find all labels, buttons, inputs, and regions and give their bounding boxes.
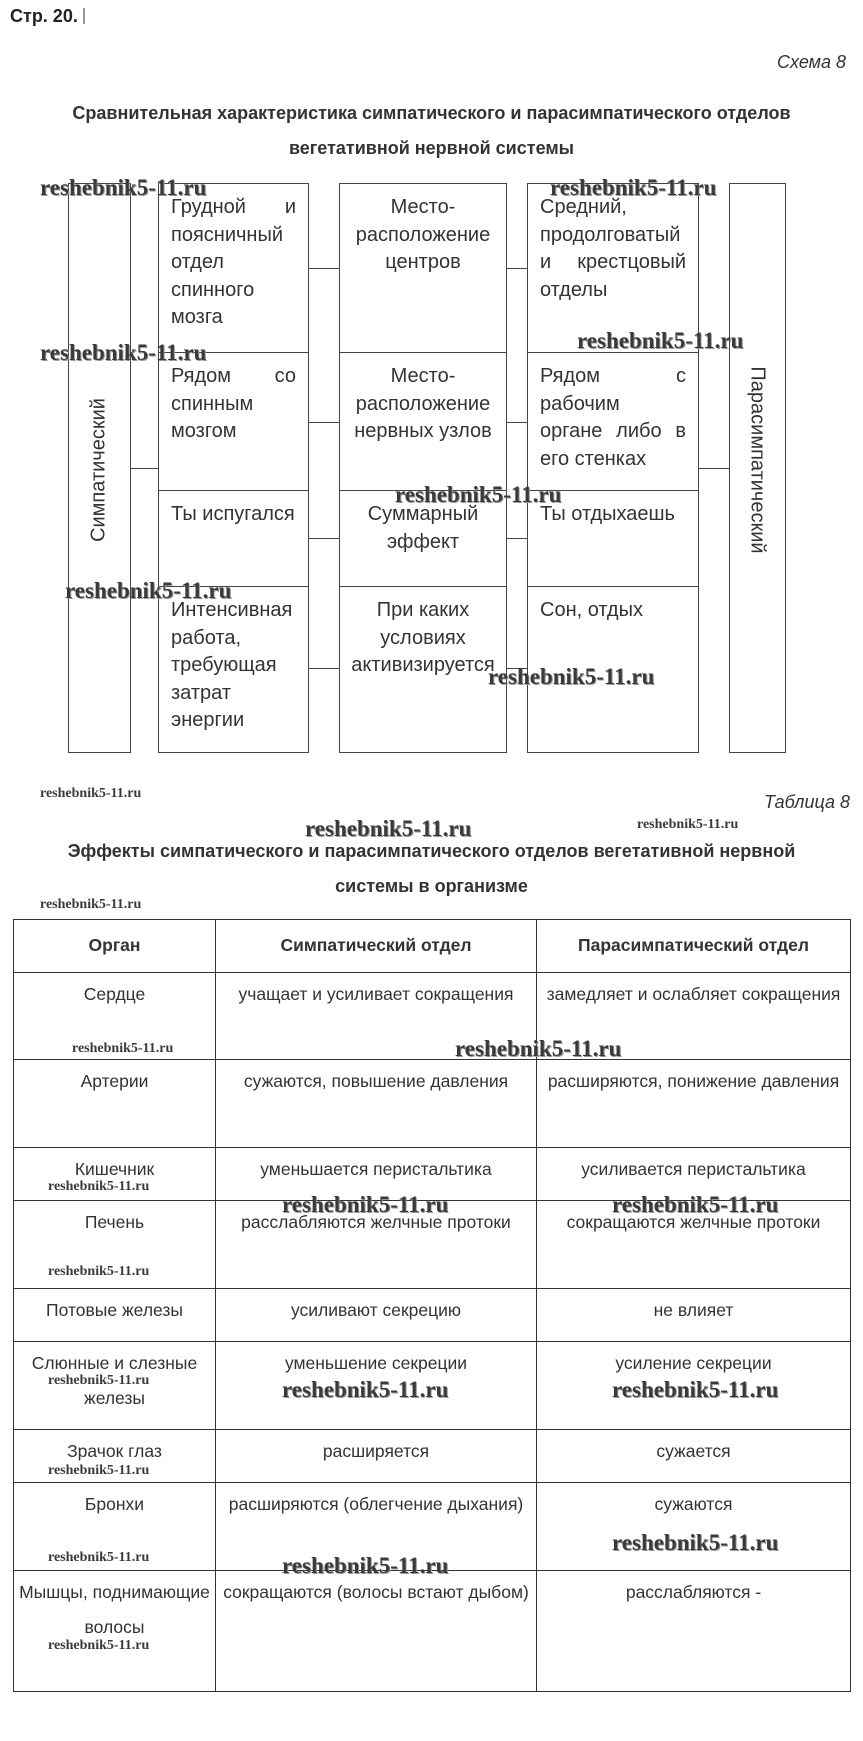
column-header-organ: Орган (14, 920, 216, 973)
table-title-line-2: системы в организме (335, 876, 528, 896)
parasympathetic-cell: расслабляются - (537, 1571, 851, 1692)
scheme-row-1-parasympathetic: Средний, продолговатый и крестцовый отделы (527, 183, 699, 353)
watermark: reshebnik5-11.ru (282, 1377, 449, 1402)
connector (507, 268, 527, 269)
connector (507, 538, 527, 539)
sympathetic-cell: расслабляются желчные протоки (216, 1201, 537, 1289)
scheme-row-4-sympathetic: Интенсивная работа, требующая затрат энергии (158, 586, 309, 753)
scheme-title-line-1: Сравнительная характеристика симпатического и парасимпатического отделов (72, 103, 791, 123)
watermark: reshebnik5-11.ru (40, 175, 207, 200)
organ-cell: Кишечник (14, 1148, 216, 1201)
connector (507, 422, 527, 423)
scheme-caption: Схема 8 (777, 52, 846, 72)
watermark: reshebnik5-11.ru (282, 1192, 449, 1217)
watermark: reshebnik5-11.ru (455, 1036, 622, 1061)
watermark: reshebnik5-11.ru (612, 1377, 779, 1402)
watermark: reshebnik5-11.ru (48, 1638, 150, 1653)
scheme-row-1-sympathetic: Грудной и поясничный отдел спинного мозга (158, 183, 309, 353)
parasympathetic-cell: сужается (537, 1430, 851, 1483)
table-header-row (14, 920, 851, 973)
sympathetic-cell: уменьшение секреции (216, 1342, 537, 1430)
watermark: reshebnik5-11.ru (48, 1373, 150, 1388)
sympathetic-cell: уменьшается перистальтика (216, 1148, 537, 1201)
scheme-row-4-parasympathetic: Сон, отдых (527, 586, 699, 753)
watermark: reshebnik5-11.ru (305, 816, 472, 841)
watermark: reshebnik5-11.ru (40, 897, 142, 912)
watermark: reshebnik5-11.ru (577, 328, 744, 353)
sympathetic-cell: расширяется (216, 1430, 537, 1483)
organ-cell: Слюнные и слезные железы (14, 1342, 216, 1430)
table-title-line-1: Эффекты симпатического и парасимпатического отделов вегетативной нервной (67, 841, 796, 861)
watermark: reshebnik5-11.ru (612, 1530, 779, 1555)
column-header-sympathetic: Симпатический отдел (216, 920, 537, 973)
watermark: reshebnik5-11.ru (48, 1179, 150, 1194)
parasympathetic-label: Парасимпатический (746, 366, 769, 554)
connector (309, 668, 339, 669)
parasympathetic-cell: замедляет и ослабляет сокращения (537, 973, 851, 1060)
organ-cell: Мышцы, поднимающие волосы (14, 1571, 216, 1692)
scheme-row-3-sympathetic: Ты испугался (158, 490, 309, 587)
sympathetic-label: Симпатический (87, 398, 110, 542)
column-header-parasympathetic: Парасимпатический отдел (537, 920, 851, 973)
sympathetic-cell: сужаются, повышение давления (216, 1060, 537, 1148)
parasympathetic-cell: сужаются (537, 1483, 851, 1571)
organ-cell: Бронхи (14, 1483, 216, 1571)
parasympathetic-cell: сокращаются желчные протоки (537, 1201, 851, 1289)
watermark: reshebnik5-11.ru (395, 482, 562, 507)
watermark: reshebnik5-11.ru (65, 578, 232, 603)
connector-left-tick (131, 468, 158, 469)
sympathetic-cell: расширяются (облегчение дыхания) (216, 1483, 537, 1571)
organ-cell: Потовые железы (14, 1289, 216, 1342)
watermark: reshebnik5-11.ru (550, 175, 717, 200)
scheme-row-4-criterion: При каких условиях активизируется (339, 586, 507, 753)
watermark: reshebnik5-11.ru (40, 340, 207, 365)
watermark: reshebnik5-11.ru (282, 1553, 449, 1578)
connector (309, 538, 339, 539)
sympathetic-cell: сокращаются (волосы встают дыбом) (216, 1571, 537, 1692)
parasympathetic-cell: усиление секреции (537, 1342, 851, 1430)
organ-cell: Артерии (14, 1060, 216, 1148)
organ-cell: Зрачок глаз (14, 1430, 216, 1483)
watermark: reshebnik5-11.ru (612, 1192, 779, 1217)
scheme-row-3-parasympathetic: Ты отдыхаешь (527, 490, 699, 587)
scheme-row-2-criterion: Место-расположение нервных узлов (339, 352, 507, 491)
watermark: reshebnik5-11.ru (40, 786, 142, 801)
watermark: reshebnik5-11.ru (48, 1264, 150, 1279)
table-row (14, 1571, 851, 1692)
organ-cell: Сердце (14, 973, 216, 1060)
sympathetic-cell: учащает и усиливает сокращения (216, 973, 537, 1060)
scheme-row-3-criterion: Суммарный эффект (339, 490, 507, 587)
connector (309, 422, 339, 423)
parasympathetic-cell: не влияет (537, 1289, 851, 1342)
table-caption: Таблица 8 (763, 792, 850, 812)
watermark: reshebnik5-11.ru (488, 664, 655, 689)
watermark: reshebnik5-11.ru (48, 1463, 150, 1478)
scheme-title-line-2: вегетативной нервной системы (288, 138, 575, 158)
scheme-row-2-parasympathetic: Рядом с рабочим органе либо в его стенках (527, 352, 699, 491)
scheme-row-1-criterion: Место-расположение центров (339, 183, 507, 353)
sympathetic-cell: усиливают секрецию (216, 1289, 537, 1342)
connector-right-tick (699, 468, 729, 469)
table-row (14, 1060, 851, 1148)
scheme-row-2-sympathetic: Рядом со спинным мозгом (158, 352, 309, 491)
parasympathetic-cell: усиливается перистальтика (537, 1148, 851, 1201)
watermark: reshebnik5-11.ru (72, 1041, 174, 1056)
table-row (14, 1289, 851, 1342)
organ-cell: Печень (14, 1201, 216, 1289)
connector (309, 268, 339, 269)
watermark: reshebnik5-11.ru (637, 817, 739, 832)
watermark: reshebnik5-11.ru (48, 1550, 150, 1565)
page-number: Стр. 20. (10, 6, 85, 27)
parasympathetic-cell: расширяются, понижение давления (537, 1060, 851, 1148)
